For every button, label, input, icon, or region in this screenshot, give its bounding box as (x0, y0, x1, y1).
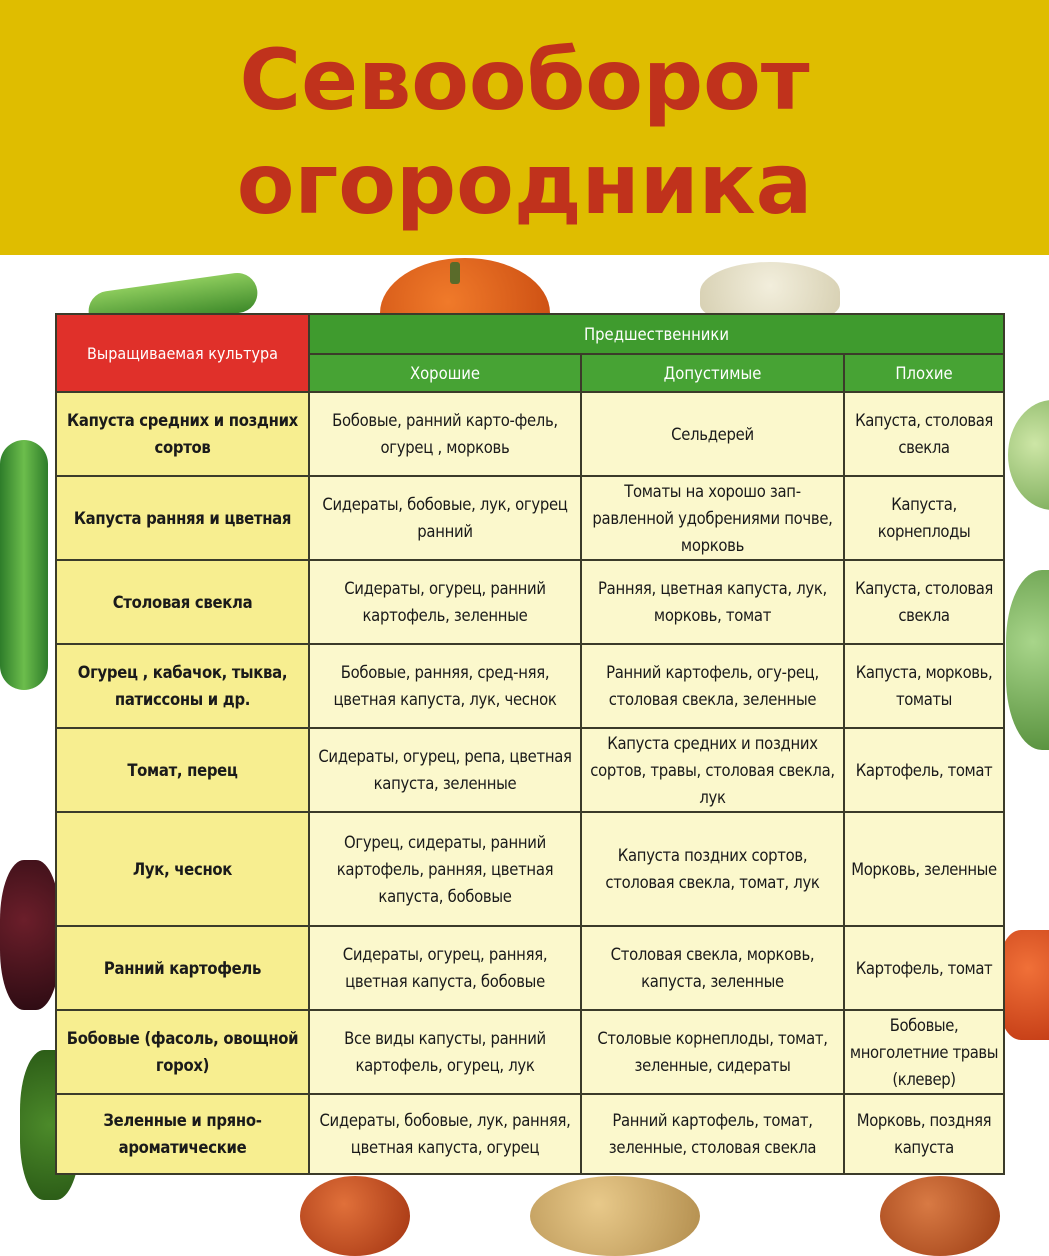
cell-good: Бобовые, ранний карто-фель, огурец , морковь (309, 392, 581, 476)
cell-bad: Картофель, томат (844, 728, 1004, 812)
table-row (56, 926, 1004, 1010)
header-predecessors: Предшественники (309, 314, 1004, 354)
cell-good: Сидераты, огурец, репа, цветная капуста, зеленные (309, 728, 581, 812)
header-acceptable: Допустимые (581, 354, 844, 392)
cell-culture: Капуста ранняя и цветная (56, 476, 309, 560)
cell-acceptable: Ранняя, цветная капуста, лук, морковь, томат (581, 560, 844, 644)
lettuce-illustration (1006, 570, 1049, 750)
cell-bad: Морковь, зеленные (844, 812, 1004, 926)
cell-culture: Томат, перец (56, 728, 309, 812)
cell-bad: Капуста, корнеплоды (844, 476, 1004, 560)
table-row (56, 728, 1004, 812)
cell-culture: Капуста средних и поздних сортов (56, 392, 309, 476)
cell-bad: Морковь, поздняя капуста (844, 1094, 1004, 1174)
header-bad: Плохие (844, 354, 1004, 392)
cell-good: Все виды капусты, ранний картофель, огурец, лук (309, 1010, 581, 1094)
cell-culture: Бобовые (фасоль, овощной горох) (56, 1010, 309, 1094)
cell-acceptable: Ранний картофель, томат, зеленные, столовая свекла (581, 1094, 844, 1174)
table-row (56, 812, 1004, 926)
title-line-1: Севооборот (239, 31, 810, 129)
cell-acceptable: Сельдерей (581, 392, 844, 476)
cell-bad: Капуста, морковь, томаты (844, 644, 1004, 728)
table-row (56, 1094, 1004, 1174)
pumpkin-stem-illustration (450, 262, 460, 284)
pepper-illustration (1000, 930, 1049, 1040)
cell-acceptable: Капуста поздних сортов, столовая свекла, томат, лук (581, 812, 844, 926)
cell-culture: Столовая свекла (56, 560, 309, 644)
cell-good: Сидераты, бобовые, лук, ранняя, цветная капуста, огурец (309, 1094, 581, 1174)
crop-rotation-table (55, 313, 1005, 1175)
cell-culture: Зеленные и пряно-ароматические (56, 1094, 309, 1174)
cell-acceptable: Ранний картофель, огу-рец, столовая свекла, зеленные (581, 644, 844, 728)
cell-culture: Огурец , кабачок, тыква, патиссоны и др. (56, 644, 309, 728)
header-good: Хорошие (309, 354, 581, 392)
crop-rotation-table-wrapper (55, 313, 1003, 1173)
cell-good: Сидераты, огурец, ранний картофель, зеленные (309, 560, 581, 644)
cell-acceptable: Капуста средних и поздних сортов, травы, столовая свекла, лук (581, 728, 844, 812)
cell-good: Сидераты, бобовые, лук, огурец ранний (309, 476, 581, 560)
cell-bad: Капуста, столовая свекла (844, 392, 1004, 476)
cell-acceptable: Томаты на хорошо зап-равленной удобрениями почве, морковь (581, 476, 844, 560)
cell-culture: Лук, чеснок (56, 812, 309, 926)
cell-bad: Картофель, томат (844, 926, 1004, 1010)
cell-good: Сидераты, огурец, ранняя, цветная капуста, бобовые (309, 926, 581, 1010)
beet-illustration (0, 860, 60, 1010)
cell-good: Огурец, сидераты, ранний картофель, ранняя, цветная капуста, бобовые (309, 812, 581, 926)
table-row (56, 560, 1004, 644)
potato-illustration (530, 1176, 700, 1256)
cell-acceptable: Столовые корнеплоды, томат, зеленные, сидераты (581, 1010, 844, 1094)
table-row (56, 476, 1004, 560)
cell-bad: Бобовые, многолетние травы (клевер) (844, 1010, 1004, 1094)
title-line-2: огородника (236, 135, 813, 233)
table-row (56, 644, 1004, 728)
table-row (56, 392, 1004, 476)
cell-culture: Ранний картофель (56, 926, 309, 1010)
cabbage-illustration (1008, 400, 1049, 510)
cell-acceptable: Столовая свекла, морковь, капуста, зеленные (581, 926, 844, 1010)
table-row (56, 1010, 1004, 1094)
page-title (0, 28, 1049, 236)
onion-illustration (300, 1176, 410, 1256)
onion-illustration-2 (880, 1176, 1000, 1256)
header-culture: Выращиваемая культура (56, 314, 309, 392)
cell-bad: Капуста, столовая свекла (844, 560, 1004, 644)
cell-good: Бобовые, ранняя, сред-няя, цветная капуста, лук, чеснок (309, 644, 581, 728)
pea-pod-illustration (0, 440, 48, 690)
